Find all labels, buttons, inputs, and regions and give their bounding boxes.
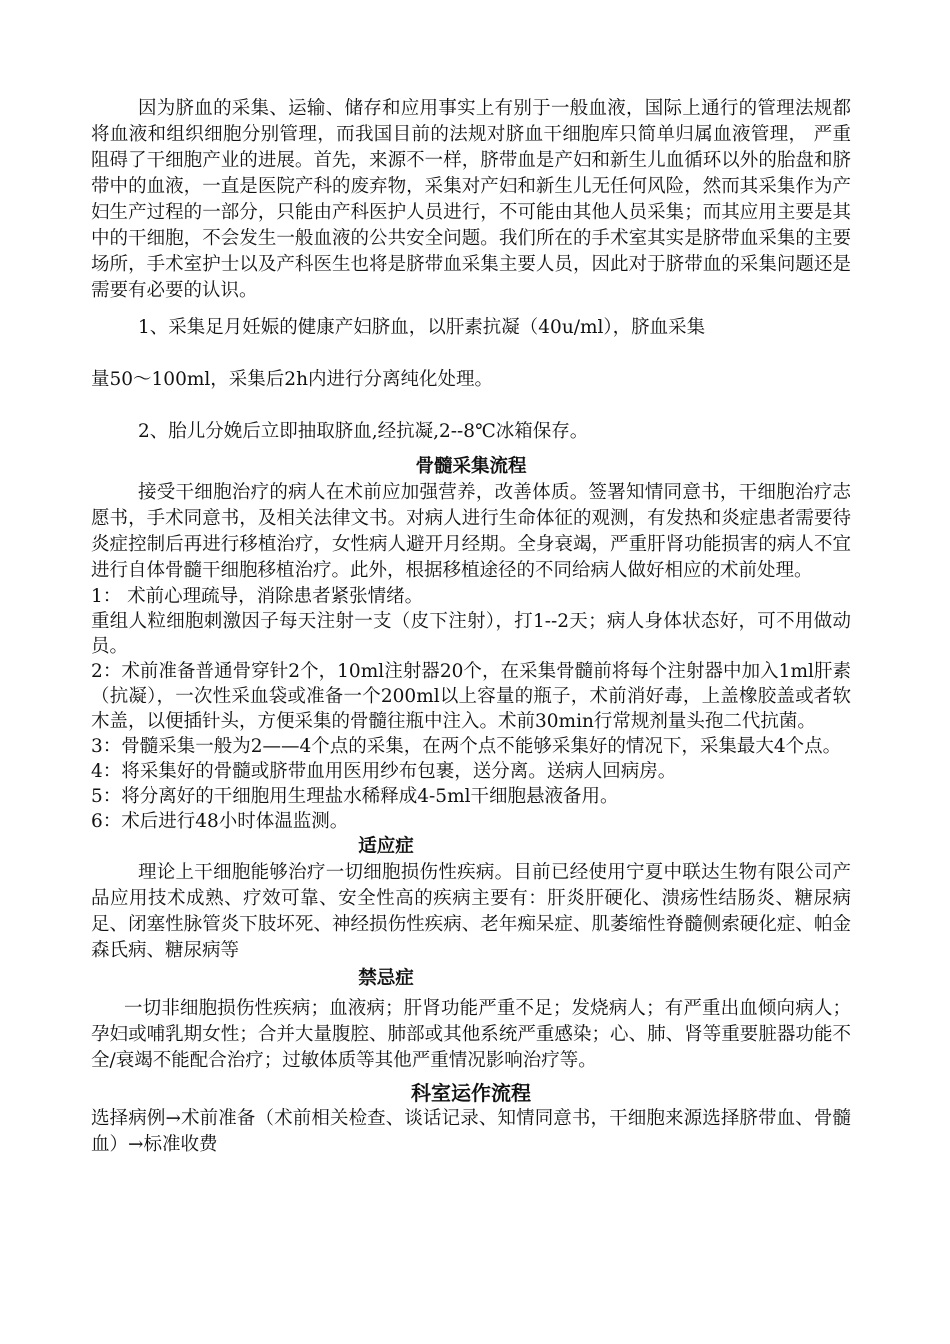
marrow-item-1: 1： 术前心理疏导，消除患者紧张情绪。 [91,586,424,607]
cord-step-1: 1、采集足月妊娠的健康产妇脐血，以肝素抗凝（40u/ml），脐血采集 [138,317,706,338]
intro-paragraph: 因为脐血的采集、运输、储存和应用事实上有别于一般血液，国际上通行的管理法规都将血液和组织细胞分别管理，而我国目前的法规对脐血干细胞库只简单归属血液管理， 严重阻碍了干细胞产业的进展。首先，来源不一样，脐带血是产妇和新生儿血循环以外的胎盘和脐带中的血液，一直是医院产科的废弃物，采集对产妇和新生儿无任何风险，然而其采集作为产妇生产过程的一部分，只能由产科医护人员进行，不可能由其他人员采集；而其应用主要是其中的干细胞，不会发生一般血液的公共安全问题。我们所在的手术室其实是脐带血采集的主要场所，手术室护士以及产科医生也将是脐带血采集主要人员，因此对于脐带血的采集问题还是需要有必要的认识。 [91,98,851,301]
marrow-intro: 接受干细胞治疗的病人在术前应加强营养，改善体质。签署知情同意书，干细胞治疗志愿书，手术同意书，及相关法律文书。对病人进行生命体征的观测，有发热和炎症患者需要待炎症控制后再进行移植治疗，女性病人避开月经期。全身衰竭，严重肝肾功能损害的病人不宜进行自体骨髓干细胞移植治疗。此外，根据移植途径的不同给病人做好相应的术前处理。 [91,482,851,581]
marrow-item-3: 3：骨髓采集一般为2——4个点的采集，在两个点不能够采集好的情况下，采集最大4个点。 [91,736,842,757]
contraindications-heading: 禁忌症 [358,968,414,989]
marrow-item-5: 5：将分离好的干细胞用生理盐水稀释成4-5ml干细胞悬液备用。 [91,786,619,807]
workflow-body: 选择病例→术前准备（术前相关检查、谈话记录、知情同意书，干细胞来源选择脐带血、骨髓血）→标准收费 [91,1108,851,1155]
indications-body: 理论上干细胞能够治疗一切细胞损伤性疾病。目前已经使用宁夏中联达生物有限公司产品应用技术成熟、疗效可靠、安全性高的疾病主要有：肝炎肝硬化、溃疡性结肠炎、糖尿病足、闭塞性脉管炎下肢坏死、神经损伤性疾病、老年痴呆症、肌萎缩性脊髓侧索硬化症、帕金森氏病、糖尿病等 [91,862,851,961]
marrow-item-2: 2：术前准备普通骨穿针2个，10ml注射器20个，在采集骨髓前将每个注射器中加入1ml肝素（抗凝），一次性采血袋或准备一个200ml以上容量的瓶子，术前消好毒，上盖橡胶盖或者软木盖，以便插针头，方便采集的骨髓往瓶中注入。术前30min行常规剂量头孢二代抗菌。 [91,661,851,732]
marrow-item-note: 重组人粒细胞刺激因子每天注射一支（皮下注射），打1--2天；病人身体状态好，可不用做动员。 [91,611,851,657]
marrow-item-4: 4：将采集好的骨髓或脐带血用医用纱布包裹，送分离。送病人回病房。 [91,761,677,782]
indications-heading: 适应症 [358,836,414,857]
cord-step-2: 2、胎儿分娩后立即抽取脐血,经抗凝,2--8℃冰箱保存。 [138,421,589,442]
contraindications-body: 一切非细胞损伤性疾病；血液病；肝肾功能严重不足；发烧病人；有严重出血倾向病人；孕妇或哺乳期女性；合并大量腹腔、肺部或其他系统严重感染；心、肺、肾等重要脏器功能不全/衰竭不能配合治疗；过敏体质等其他严重情况影响治疗等。 [91,998,851,1071]
marrow-item-6: 6：术后进行48小时体温监测。 [91,811,349,832]
workflow-heading: 科室运作流程 [411,1081,531,1105]
marrow-heading: 骨髓采集流程 [415,456,527,477]
cord-step-1-cont: 量50～100ml，采集后2h内进行分离纯化处理。 [91,369,493,390]
document-page [91,96,851,1158]
